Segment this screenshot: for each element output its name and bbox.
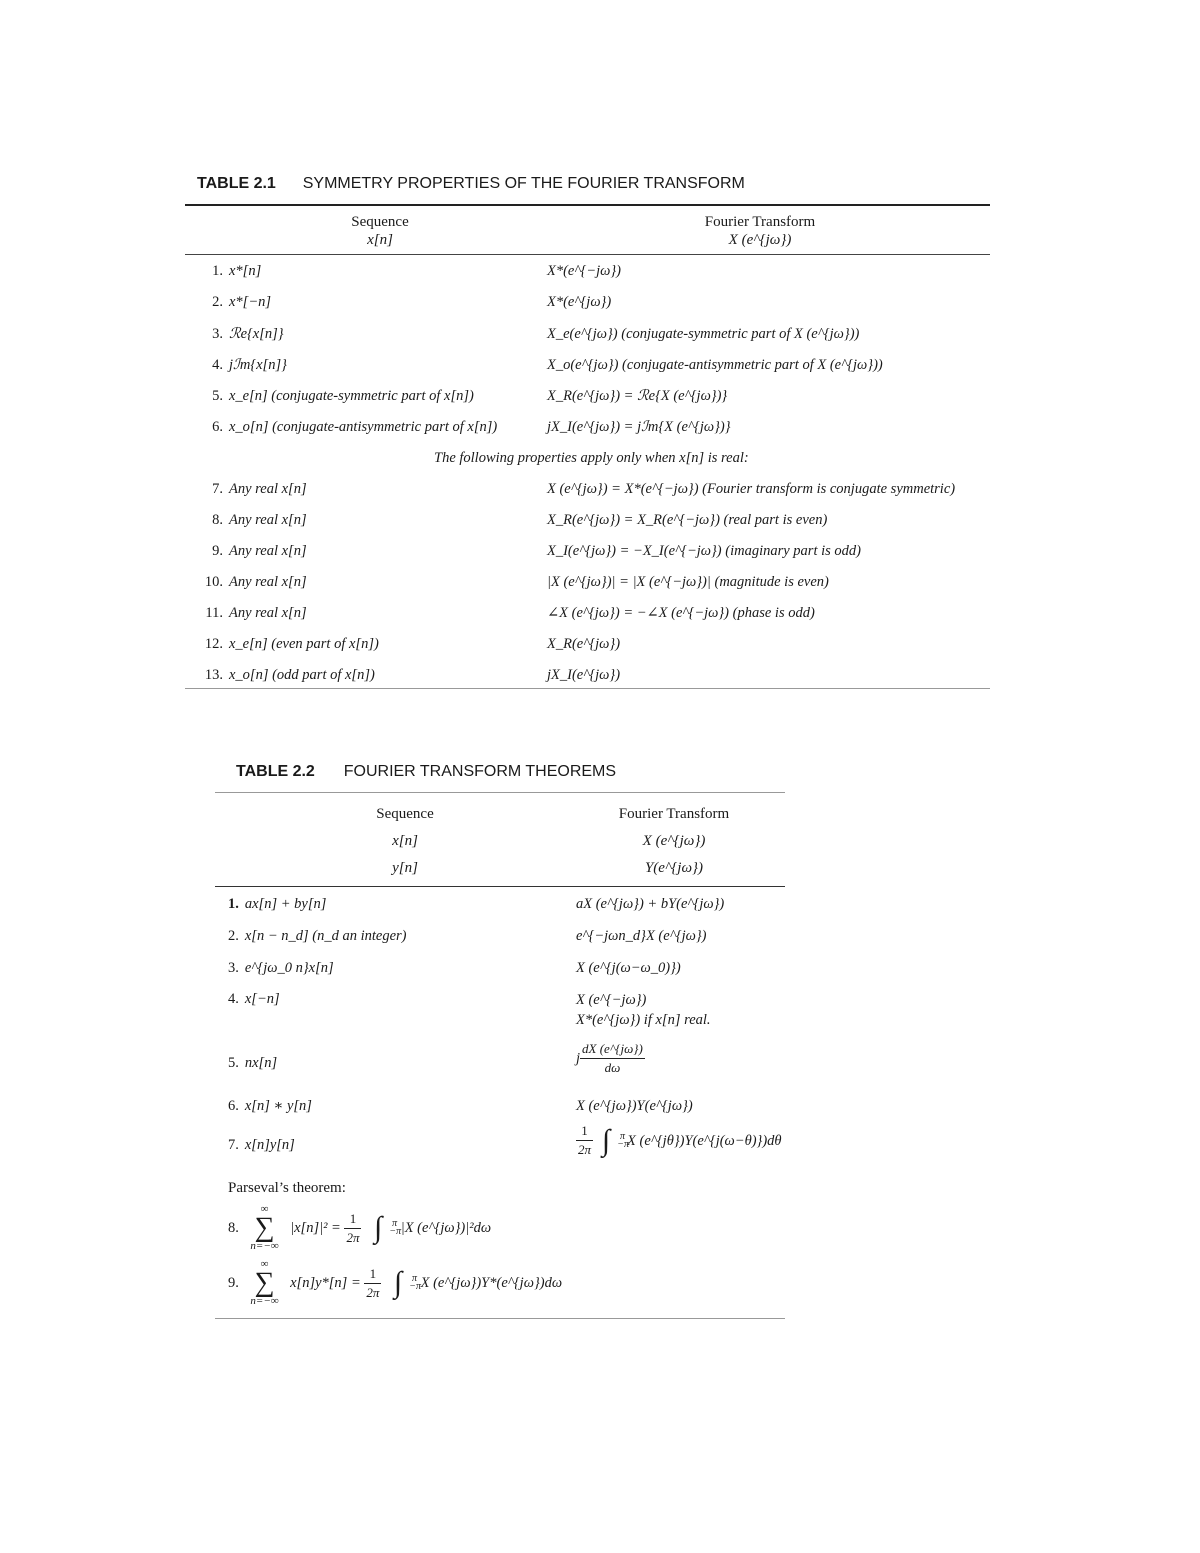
sequence-cell: jℐm{x[n]} bbox=[229, 357, 287, 373]
fourier-transform-cell: X_e(e^{jω}) (conjugate-symmetric part of X (e^{jω})) bbox=[547, 326, 860, 342]
table-row bbox=[228, 990, 280, 1008]
fourier-transform-cell: X*(e^{jω}) bbox=[547, 294, 612, 310]
table-2-2-top-rule bbox=[215, 792, 785, 793]
sequence-cell: x[−n] bbox=[244, 991, 280, 1007]
ft-frac-den: dω bbox=[604, 1060, 621, 1075]
table-row bbox=[197, 387, 474, 405]
table-row bbox=[228, 1054, 277, 1072]
table-2-1-header-rule bbox=[185, 254, 990, 255]
row-number: 5. bbox=[212, 388, 223, 404]
sequence-cell: Any real x[n] bbox=[229, 543, 307, 559]
parseval-9-frac-den: 2π bbox=[366, 1284, 380, 1300]
table-row bbox=[197, 511, 307, 529]
row-number: 6. bbox=[212, 419, 223, 435]
fourier-transform-cell: X_R(e^{jω}) = X_R(e^{−jω}) (real part is even) bbox=[547, 512, 828, 528]
row-number: 11. bbox=[205, 605, 223, 621]
table-row bbox=[228, 895, 326, 913]
ft-frac-num: 1 bbox=[576, 1122, 593, 1141]
table-row bbox=[228, 1136, 295, 1154]
row-number: 5. bbox=[228, 1055, 239, 1071]
parseval-9-sum-upper: ∞ bbox=[260, 1258, 269, 1270]
table-2-2-col2-header bbox=[594, 801, 754, 882]
row-number: 12. bbox=[204, 636, 223, 652]
fourier-transform-cell: e^{−jωn_d}X (e^{jω}) bbox=[576, 928, 707, 944]
row-number: 9. bbox=[212, 543, 223, 559]
fourier-transform-cell: X (e^{j(ω−ω_0)}) bbox=[576, 960, 681, 976]
integral-symbol-icon: ∫ π −π bbox=[373, 1211, 402, 1244]
fourier-transform-cell bbox=[576, 990, 711, 1030]
ft-convolution-fraction bbox=[576, 1122, 593, 1159]
fourier-transform-cell: X_R(e^{jω}) bbox=[547, 636, 621, 652]
fourier-transform-cell: jX_I(e^{jω}) = jℐm{X (e^{jω})} bbox=[547, 419, 731, 435]
row-number: 4. bbox=[228, 991, 239, 1007]
sequence-cell: Any real x[n] bbox=[229, 481, 307, 497]
sequence-cell: x_o[n] (conjugate-antisymmetric part of x[n]) bbox=[229, 419, 498, 435]
parseval-9-sum-lower: n=−∞ bbox=[250, 1295, 279, 1307]
parseval-9-sum bbox=[243, 1259, 287, 1307]
table-2-1-label: TABLE 2.1 bbox=[197, 175, 276, 192]
table-2-2-bottom-rule bbox=[215, 1318, 785, 1319]
parseval-8-number: 8. bbox=[228, 1220, 239, 1236]
sequence-cell: Any real x[n] bbox=[229, 574, 307, 590]
row-number: 3. bbox=[212, 326, 223, 342]
parseval-label: Parseval’s theorem: bbox=[228, 1180, 346, 1196]
row-number: 1. bbox=[228, 896, 239, 912]
table-row bbox=[228, 927, 407, 945]
parseval-9-fraction bbox=[364, 1265, 381, 1302]
fourier-transform-cell: ∠X (e^{jω}) = −∠X (e^{−jω}) (phase is odd) bbox=[547, 605, 815, 621]
sequence-cell: x[n] ∗ y[n] bbox=[244, 1098, 312, 1114]
sequence-cell: x_o[n] (odd part of x[n]) bbox=[229, 667, 375, 683]
row-number: 6. bbox=[228, 1098, 239, 1114]
fourier-transform-cell: aX (e^{jω}) + bY(e^{jω}) bbox=[576, 896, 725, 912]
table-2-1-col1-header bbox=[280, 213, 480, 249]
parseval-8-sum bbox=[243, 1204, 287, 1252]
sequence-cell: e^{jω_0 n}x[n] bbox=[244, 960, 334, 976]
sequence-cell: x[n]y[n] bbox=[244, 1137, 295, 1153]
table-2-2-caption bbox=[236, 763, 616, 781]
parseval-8-sum-upper: ∞ bbox=[260, 1203, 269, 1215]
sequence-cell: x_e[n] (even part of x[n]) bbox=[229, 636, 379, 652]
ft-derivative-fraction bbox=[580, 1040, 645, 1077]
table-2-1-caption bbox=[197, 175, 745, 193]
table-2-2-header-rule bbox=[215, 886, 785, 887]
ft-line-2: X*(e^{jω}) if x[n] real. bbox=[576, 1012, 711, 1028]
fourier-transform-cell: X (e^{jω})Y(e^{jω}) bbox=[576, 1098, 693, 1114]
col-header-fourier-transform-2: Fourier Transform bbox=[618, 806, 730, 822]
sequence-cell: x*[n] bbox=[229, 263, 262, 279]
fourier-transform-cell: X (e^{jω}) = X*(e^{−jω}) (Fourier transform is conjugate symmetric) bbox=[547, 481, 956, 497]
parseval-8-fraction bbox=[344, 1210, 361, 1247]
parseval-8-int-lower: −π bbox=[389, 1226, 402, 1237]
sequence-cell: x_e[n] (conjugate-symmetric part of x[n]) bbox=[229, 388, 474, 404]
table-2-2-label: TABLE 2.2 bbox=[236, 763, 315, 780]
ft-integrand: X (e^{jθ})Y(e^{j(ω−θ)})dθ bbox=[627, 1132, 782, 1149]
table-row bbox=[197, 604, 307, 622]
fourier-transform-cell: X_I(e^{jω}) = −X_I(e^{−jω}) (imaginary part is odd) bbox=[547, 543, 861, 559]
fourier-transform-cell bbox=[576, 1122, 782, 1159]
table-row bbox=[197, 573, 307, 591]
table-row bbox=[197, 542, 307, 560]
col-subheader-xn-2: x[n] bbox=[392, 833, 418, 849]
col-subheader-xn: x[n] bbox=[367, 232, 393, 248]
table-row bbox=[197, 356, 287, 374]
table-row bbox=[197, 635, 379, 653]
table-row bbox=[197, 666, 375, 684]
parseval-8-rhs: |X (e^{jω})|²dω bbox=[400, 1220, 492, 1236]
fourier-transform-cell bbox=[576, 1040, 645, 1077]
row-number: 10. bbox=[204, 574, 223, 590]
parseval-eq-9 bbox=[228, 1259, 562, 1311]
col-subheader-yejw-2: Y(e^{jω}) bbox=[644, 860, 704, 876]
ft-prefix: j bbox=[576, 1050, 581, 1067]
col-header-sequence-2: Sequence bbox=[376, 806, 434, 822]
sum-symbol-icon: ∑ bbox=[254, 1267, 275, 1298]
row-number: 7. bbox=[212, 481, 223, 497]
row-number: 1. bbox=[212, 263, 223, 279]
row-number: 2. bbox=[212, 294, 223, 310]
parseval-8-frac-den: 2π bbox=[346, 1229, 360, 1245]
table-row bbox=[197, 480, 307, 498]
sequence-cell: ax[n] + by[n] bbox=[244, 896, 327, 912]
table-2-2-col1-header bbox=[325, 801, 485, 882]
table-row bbox=[197, 325, 284, 343]
ft-frac-num: dX (e^{jω}) bbox=[580, 1040, 645, 1059]
table-2-1-real-note: The following properties apply only when x[n] is real: bbox=[434, 450, 749, 466]
parseval-9-number: 9. bbox=[228, 1275, 239, 1291]
sequence-cell: x*[−n] bbox=[229, 294, 272, 310]
table-2-2-title: FOURIER TRANSFORM THEOREMS bbox=[343, 763, 617, 780]
row-number: 13. bbox=[204, 667, 223, 683]
parseval-8-lhs: |x[n]|² = bbox=[290, 1220, 341, 1236]
sequence-cell: ℛe{x[n]} bbox=[229, 326, 284, 342]
parseval-9-int-lower: −π bbox=[409, 1281, 421, 1292]
row-number: 2. bbox=[228, 928, 239, 944]
integral-symbol-icon: ∫ π −π bbox=[601, 1123, 630, 1157]
fourier-transform-cell: X*(e^{−jω}) bbox=[547, 263, 621, 279]
table-row bbox=[228, 959, 334, 977]
integral-symbol-icon: ∫ π −π bbox=[393, 1266, 421, 1299]
row-number: 7. bbox=[228, 1137, 239, 1153]
fourier-transform-cell: X_o(e^{jω}) (conjugate-antisymmetric part of X (e^{jω})) bbox=[547, 357, 883, 373]
table-row bbox=[228, 1097, 312, 1115]
col-header-fourier-transform: Fourier Transform bbox=[704, 214, 816, 230]
col-header-sequence: Sequence bbox=[351, 214, 409, 230]
ft-frac-den: 2π bbox=[578, 1142, 592, 1157]
table-2-1-bottom-rule bbox=[185, 688, 990, 689]
col-subheader-xejw-2: X (e^{jω}) bbox=[642, 833, 706, 849]
sequence-cell: Any real x[n] bbox=[229, 512, 307, 528]
table-2-1-top-rule bbox=[185, 204, 990, 206]
ft-int-upper: π bbox=[620, 1130, 626, 1142]
fourier-transform-cell: |X (e^{jω})| = |X (e^{−jω})| (magnitude is even) bbox=[547, 574, 829, 590]
col-subheader-yn-2: y[n] bbox=[392, 860, 418, 876]
parseval-8-sum-lower: n=−∞ bbox=[250, 1240, 279, 1252]
row-number: 3. bbox=[228, 960, 239, 976]
sequence-cell: nx[n] bbox=[244, 1055, 278, 1071]
ft-int-lower: −π bbox=[617, 1138, 630, 1150]
fourier-transform-cell: jX_I(e^{jω}) bbox=[547, 667, 621, 683]
col-subheader-xejw: X (e^{jω}) bbox=[728, 232, 792, 248]
sequence-cell: x[n − n_d] (n_d an integer) bbox=[244, 928, 407, 944]
row-number: 8. bbox=[212, 512, 223, 528]
parseval-9-rhs: X (e^{jω})Y*(e^{jω})dω bbox=[420, 1275, 563, 1291]
ft-line-1: X (e^{−jω}) bbox=[576, 992, 647, 1008]
parseval-eq-8 bbox=[228, 1204, 491, 1256]
fourier-transform-cell: X_R(e^{jω}) = ℛe{X (e^{jω})} bbox=[547, 388, 728, 404]
sequence-cell: Any real x[n] bbox=[229, 605, 307, 621]
parseval-8-frac-num: 1 bbox=[344, 1210, 361, 1229]
sum-symbol-icon: ∑ bbox=[254, 1212, 275, 1243]
parseval-9-lhs: x[n]y*[n] = bbox=[290, 1275, 361, 1291]
table-row bbox=[197, 262, 261, 280]
parseval-8-int-upper: π bbox=[392, 1218, 398, 1229]
table-2-1-title: SYMMETRY PROPERTIES OF THE FOURIER TRANSFORM bbox=[302, 175, 745, 192]
row-number: 4. bbox=[212, 357, 223, 373]
parseval-9-frac-num: 1 bbox=[364, 1265, 381, 1284]
table-row bbox=[197, 418, 497, 436]
table-row bbox=[197, 293, 271, 311]
parseval-9-int-upper: π bbox=[411, 1273, 417, 1284]
table-2-1-col2-header bbox=[640, 213, 880, 249]
